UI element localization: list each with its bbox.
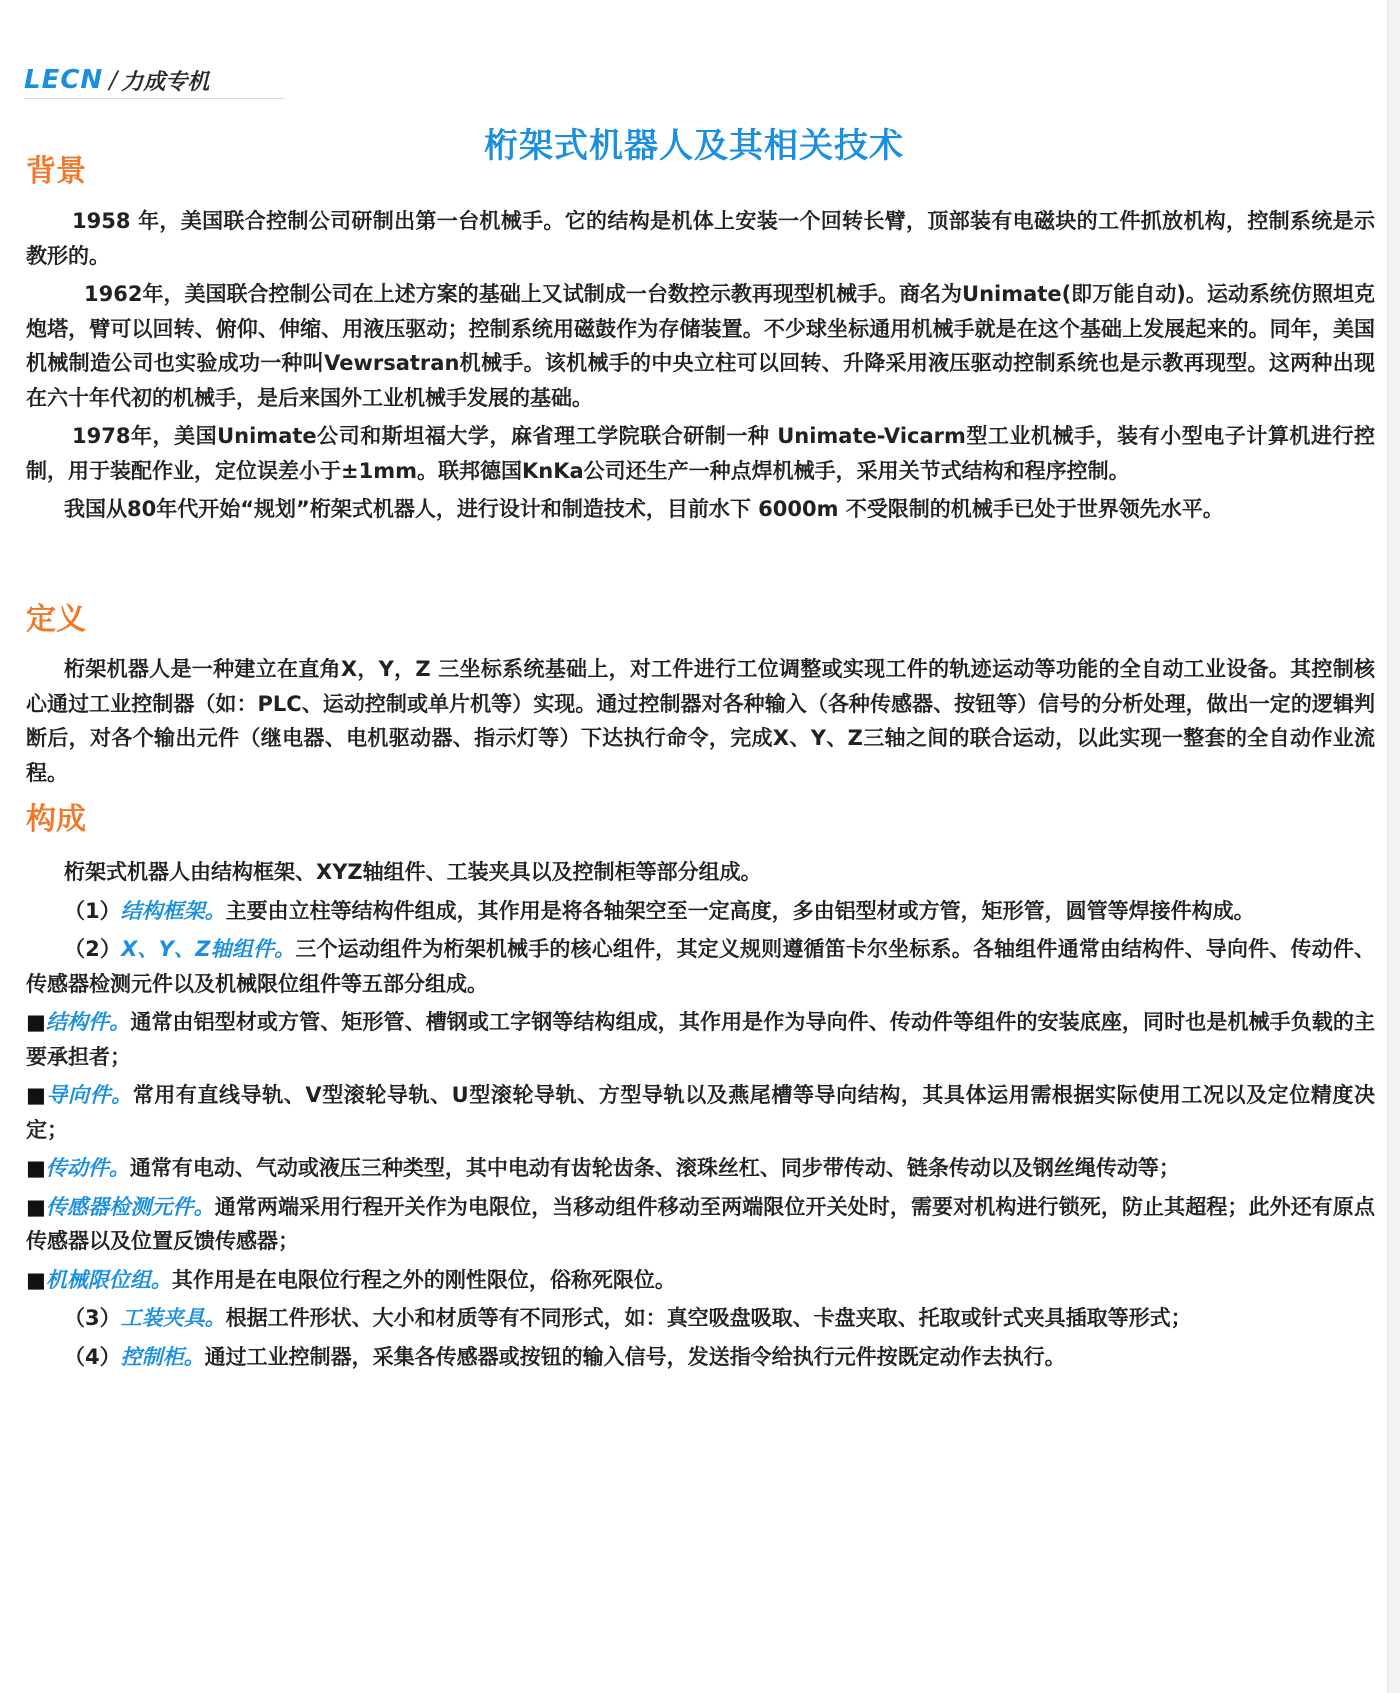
section-heading-composition: 构成 [26, 802, 86, 837]
paragraph: 1962年，美国联合控制公司在上述方案的基础上又试制成一台数控示教再现型机械手。商名为Unimate(即万能自动)。运动系统仿照坦克炮塔，臂可以回转、俯仰、伸缩、用液压驱动；控制系统用磁鼓作为存储装置。不少球坐标通用机械手就是在这个基础上发展起来的。同年，美国机械制造公司也实验成功一种叫Vewrsatran机械手。该机械手的中央立柱可以回转、升降采用液压驱动控制系统也是示教再现型。这两种出现在六十年代初的机械手，是后来国外工业机械手发展的基础。 [26, 282, 1375, 410]
term-highlight: X、Y、Z轴组件。 [121, 937, 296, 961]
square-bullet-icon: ■ [26, 1010, 46, 1034]
bullet-item: ■机械限位组。其作用是在电限位行程之外的刚性限位，俗称死限位。 [26, 1267, 676, 1292]
section-background [26, 152, 1375, 192]
paragraph: 我国从80年代开始“规划”桁架式机器人，进行设计和制造技术，目前水下 6000m 不受限制的机械手已处于世界领先水平。 [64, 497, 1224, 521]
list-item: （2）X、Y、Z轴组件。三个运动组件为桁架机械手的核心组件，其定义规则遵循笛卡尔坐标系。各轴组件通常由结构件、导向件、传动件、传感器检测元件以及机械限位组件等五部分组成。 [26, 937, 1375, 996]
square-bullet-icon: ■ [26, 1194, 46, 1219]
square-bullet-icon: ■ [26, 1267, 46, 1292]
page-title: 桁架式机器人及其相关技术 [484, 126, 904, 166]
term-highlight: 结构件。 [45, 1010, 131, 1034]
section-heading-background: 背景 [26, 154, 86, 189]
paragraph: 1978年，美国Unimate公司和斯坦福大学，麻省理工学院联合研制一种 Unimate-Vicarm型工业机械手，装有小型电子计算机进行控制，用于装配作业，定位误差小于±1mm。联邦德国KnKa公司还生产一种点焊机械手，采用关节式结构和程序控制。 [26, 424, 1375, 483]
term-highlight: 控制柜。 [120, 1344, 205, 1369]
paragraph: 1958 年，美国联合控制公司研制出第一台机械手。它的结构是机体上安装一个回转长臂，顶部装有电磁块的工件抓放机构，控制系统是示教形的。 [26, 209, 1375, 268]
logo-chinese: 力成专机 [121, 69, 210, 95]
term-highlight: 机械限位组。 [45, 1267, 172, 1292]
term-highlight: 结构框架。 [120, 898, 226, 923]
background-body [26, 204, 1375, 531]
square-bullet-icon: ■ [26, 1156, 46, 1180]
term-highlight: 传动件。 [45, 1156, 130, 1180]
logo-english: LECN [24, 65, 104, 95]
list-item: （4）控制柜。通过工业控制器，采集各传感器或按钮的输入信号，发送指令给执行元件按既定动作去执行。 [64, 1344, 1066, 1369]
bullet-item: ■结构件。通常由铝型材或方管、矩形管、槽钢或工字钢等结构组成，其作用是作为导向件、传动件等组件的安装底座，同时也是机械手负载的主要承担者； [26, 1010, 1376, 1069]
list-item: （1）结构框架。主要由立柱等结构件组成，其作用是将各轴架空至一定高度，多由铝型材或方管，矩形管，圆管等焊接件构成。 [64, 898, 1255, 923]
scrollbar[interactable] [1387, 0, 1400, 1693]
section-heading-definition: 定义 [26, 602, 86, 637]
term-highlight: 导向件。 [46, 1083, 133, 1107]
bullet-item: ■传感器检测元件。通常两端采用行程开关作为电限位，当移动组件移动至两端限位开关处时，需要对机构进行锁死，防止其超程；此外还有原点传感器以及位置反馈传感器； [26, 1194, 1376, 1253]
section-definition [26, 600, 1375, 640]
definition-body [26, 652, 1375, 794]
term-highlight: 工装夹具。 [120, 1306, 226, 1330]
bullet-item: ■导向件。常用有直线导轨、V型滚轮导轨、U型滚轮导轨、方型导轨以及燕尾槽等导向结构，其具体运用需根据实际使用工况以及定位精度决定； [26, 1083, 1375, 1142]
square-bullet-icon: ■ [26, 1083, 47, 1107]
brand-logo [24, 62, 284, 99]
paragraph: 桁架机器人是一种建立在直角X，Y，Z 三坐标系统基础上，对工件进行工位调整或实现工件的轨迹运动等功能的全自动工业设备。其控制核心通过工业控制器（如：PLC、运动控制或单片机等）实现。通过控制器对各种输入（各种传感器、按钮等）信号的分析处理，做出一定的逻辑判断后，对各个输出元件（继电器、电机驱动器、指示灯等）下达执行命令，完成X、Y、Z三轴之间的联合运动，以此实现一整套的全自动作业流程。 [26, 657, 1375, 785]
composition-body [26, 855, 1375, 1378]
list-item: （3）工装夹具。根据工件形状、大小和材质等有不同形式，如：真空吸盘吸取、卡盘夹取、托取或针式夹具插取等形式； [64, 1306, 1192, 1330]
bullet-item: ■传动件。通常有电动、气动或液压三种类型，其中电动有齿轮齿条、滚珠丝杠、同步带传动、链条传动以及钢丝绳传动等； [26, 1156, 1180, 1180]
composition-intro: 桁架式机器人由结构框架、XYZ轴组件、工装夹具以及控制柜等部分组成。 [64, 860, 762, 884]
term-highlight: 传感器检测元件。 [45, 1194, 215, 1219]
logo-separator: / [109, 66, 118, 94]
section-composition [26, 800, 1375, 840]
